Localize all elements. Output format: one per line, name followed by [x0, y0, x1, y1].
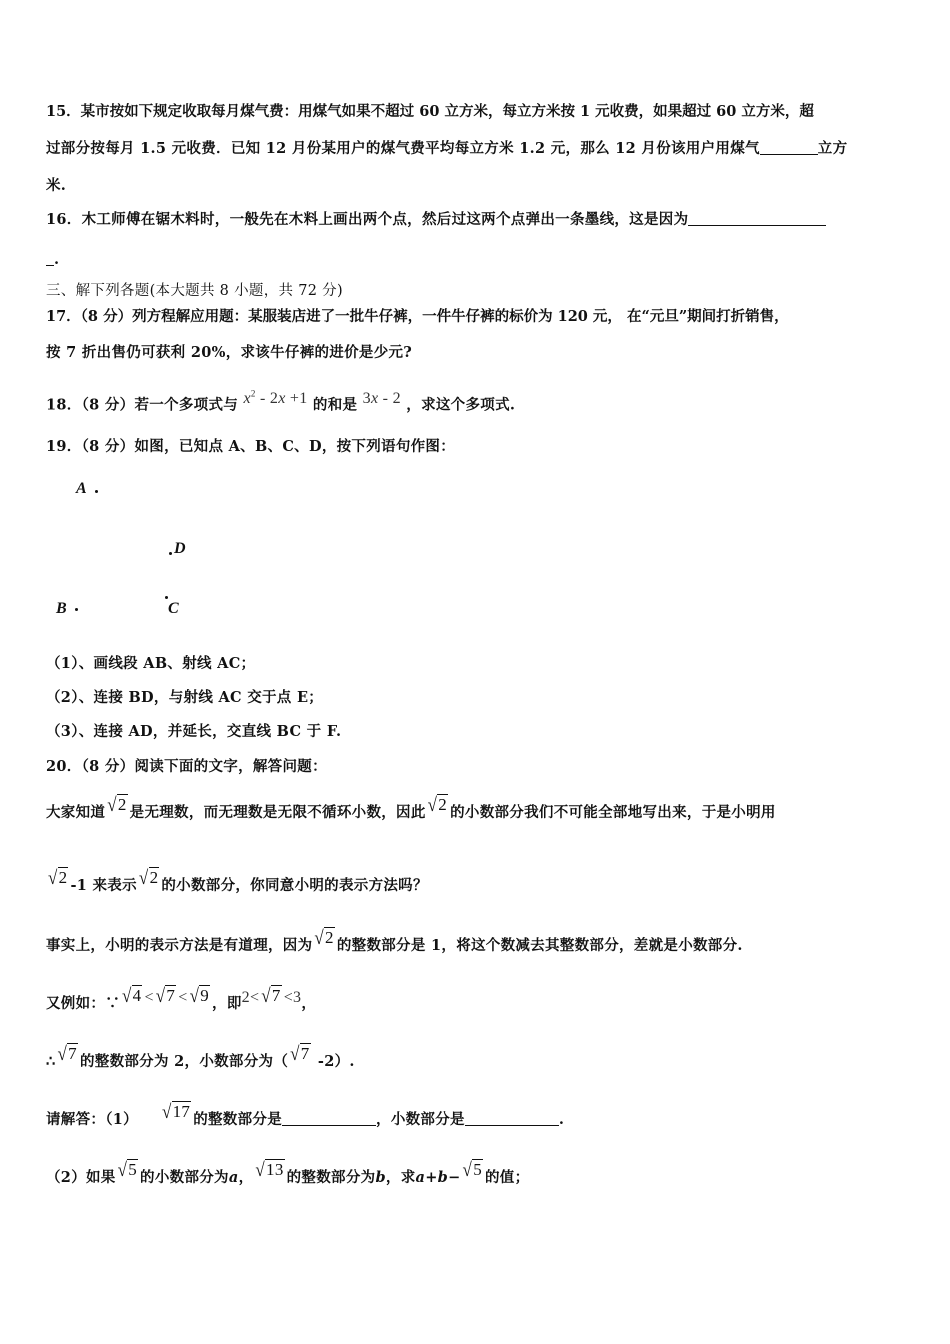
sqrt-7: √7: [155, 984, 176, 1007]
polynomial-1: $x^2 - 2x +1$: [243, 389, 308, 408]
q20-para7: （2）如果 √5 的小数部分为a， √13 的整数部分为b，求a+b− √5 的值；: [46, 1158, 530, 1186]
q16-period: .: [54, 251, 60, 268]
q20-para5: ∴ √7 的整数部分为 2，小数部分为（ √7 -2）.: [46, 1042, 355, 1070]
q16-answer-blank-cont: [46, 251, 54, 266]
q19-step2: （2）、连接 BD，与射线 AC 交于点 E；: [46, 689, 324, 706]
q17-line2: 按 7 折出售仍可获利 20%，求该牛仔裤的进价是少元?: [46, 344, 413, 361]
point-a: [95, 490, 98, 493]
q20-para2: √2 -1 来表示 √2 的小数部分，你同意小明的表示方法吗？: [48, 866, 428, 894]
q18-post: ，求这个多项式.: [406, 396, 516, 414]
point-b-label: B: [56, 600, 67, 617]
q20-para1: 大家知道 √2 是无理数，而无理数是无限不循环小数，因此 √2 的小数部分我们不可能全部地写出来，于是小明用: [46, 793, 776, 821]
sqrt-9: √9: [189, 984, 210, 1007]
point-d: [169, 552, 172, 555]
q20-blank-integer: [282, 1111, 376, 1126]
q18-mid: 的和是: [312, 396, 358, 414]
q16-text: 16．木工师傅在锯木料时，一般先在木料上画出两个点，然后过这两个点弹出一条墨线，这是因为: [46, 211, 689, 228]
polynomial-2: 3x - 2: [362, 390, 401, 408]
sqrt-4: √4: [122, 984, 142, 1007]
q15-line2: [46, 139, 847, 159]
sqrt-2: √2: [427, 793, 448, 816]
q15-unit: 立方: [817, 140, 848, 157]
sqrt-5: √5: [462, 1158, 482, 1181]
q20-para6: 请解答：（1） √17 的整数部分是 ，小数部分是 .: [46, 1100, 565, 1128]
var-b: b: [375, 1169, 386, 1186]
point-a-label: A: [76, 480, 87, 497]
point-c-label: C: [168, 600, 179, 617]
q19-step1: （1）、画线段 AB、射线 AC；: [46, 655, 256, 672]
q16-answer-blank: [688, 211, 826, 226]
q15-line1: 15．某市按如下规定收取每月煤气费：用煤气如果不超过 60 立方米，每立方米按 1 元收费，如果超过 60 立方米，超: [46, 103, 814, 120]
q16-line1: [46, 210, 826, 230]
q18-pre: 18．（8 分）若一个多项式与: [46, 396, 239, 414]
sqrt-2: √2: [314, 926, 334, 949]
sqrt-7: √7: [261, 984, 281, 1007]
q19-step3: （3）、连接 AD，并延长，交直线 BC 于 F.: [46, 723, 342, 740]
sqrt-2: √2: [48, 866, 68, 889]
q15-line2-text: 过部分按每月 1.5 元收费．已知 12 月份某用户的煤气费平均每立方米 1.2 元，那么 12 月份该用户用煤气: [46, 140, 760, 157]
sqrt-2: √2: [138, 866, 159, 889]
sqrt-17: √17: [161, 1100, 191, 1123]
q20-line1: 20．（8 分）阅读下面的文字，解答问题：: [46, 758, 327, 775]
q19-line1: 19．（8 分）如图，已知点 A、B、C、D，按下列语句作图：: [46, 438, 456, 455]
sqrt-5: √5: [117, 1158, 138, 1181]
sqrt-13: √13: [255, 1158, 284, 1181]
point-b: [75, 608, 78, 611]
q15-answer-blank: [760, 140, 818, 155]
q16-line2: [46, 250, 59, 270]
q15-line3: 米.: [46, 177, 67, 194]
sqrt-7: √7: [290, 1042, 310, 1065]
point-d-label: D: [174, 540, 186, 557]
q17-line1: 17．（8 分）列方程解应用题：某服装店进了一批牛仔裤，一件牛仔裤的标价为 120 元， 在“元旦”期间打折销售，: [46, 308, 789, 325]
section3-heading: 三、解下列各题(本大题共 8 小题，共 72 分): [46, 283, 343, 299]
q20-blank-decimal: [465, 1111, 559, 1126]
point-c: [165, 596, 168, 599]
q20-para3: 事实上，小明的表示方法是有道理，因为 √2 的整数部分是 1，将这个数减去其整数部分，差就是小数部分.: [46, 926, 743, 954]
sqrt-7: √7: [57, 1042, 77, 1065]
expression: a+b−: [415, 1169, 461, 1186]
q18-line: [46, 390, 515, 415]
q20-para4: 又例如：∵ √4 < √7 < √9 ，即2< √7 <3，: [46, 984, 317, 1012]
sqrt-2: √2: [107, 793, 127, 816]
var-a: a: [228, 1169, 239, 1186]
